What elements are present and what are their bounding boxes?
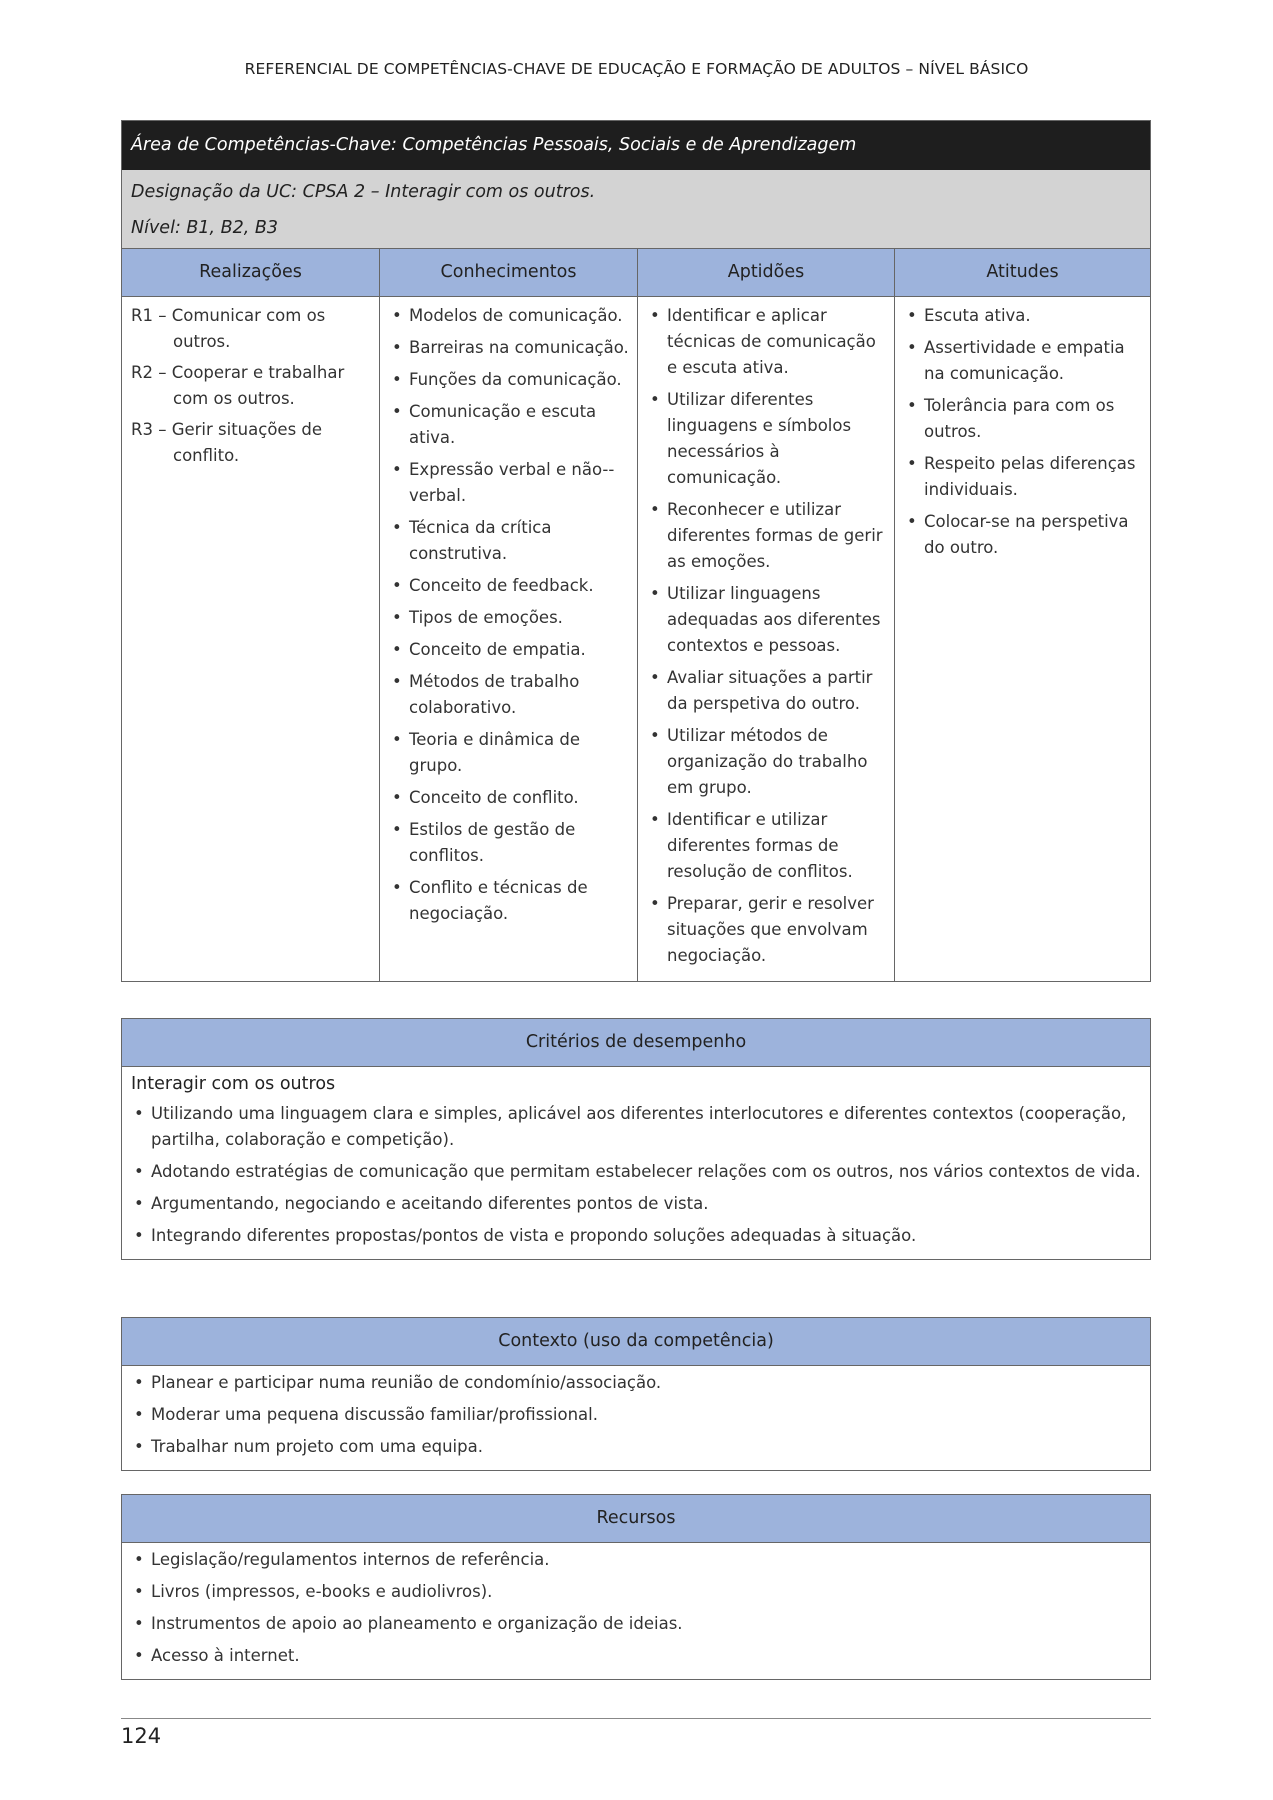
aptidao-item: • Utilizar métodos de organização do trabalho em grupo. bbox=[647, 723, 886, 801]
conhecimento-item: • Barreiras na comunicação. bbox=[389, 335, 629, 361]
aptidoes-cell bbox=[638, 297, 895, 981]
atitude-item: • Assertividade e empatia na comunicação. bbox=[904, 335, 1142, 387]
aptidao-item: • Utilizar diferentes linguagens e símbolos necessários à comunicação. bbox=[647, 387, 886, 491]
criterios-title: Critérios de desempenho bbox=[122, 1019, 1150, 1067]
running-header: REFERENCIAL DE COMPETÊNCIAS-CHAVE DE EDUCAÇÃO E FORMAÇÃO DE ADULTOS – NÍVEL BÁSICO bbox=[244, 60, 1029, 78]
footer-rule bbox=[121, 1718, 1151, 1719]
atitude-item: • Escuta ativa. bbox=[904, 303, 1142, 329]
conhecimento-item: • Métodos de trabalho colaborativo. bbox=[389, 669, 629, 721]
col-header-aptidoes: Aptidões bbox=[638, 249, 895, 297]
contexto-item: • Moderar uma pequena discussão familiar/profissional. bbox=[131, 1402, 1142, 1428]
criterio-item: • Utilizando uma linguagem clara e simples, aplicável aos diferentes interlocutores e diferentes contextos (cooperação, partilha, colaboração e competição). bbox=[131, 1101, 1142, 1153]
conhecimento-item: • Conceito de empatia. bbox=[389, 637, 629, 663]
nivel: Nível: B1, B2, B3 bbox=[131, 218, 279, 238]
conhecimento-item: • Conceito de feedback. bbox=[389, 573, 629, 599]
atitude-item: • Tolerância para com os outros. bbox=[904, 393, 1142, 445]
criterio-item: • Argumentando, negociando e aceitando diferentes pontos de vista. bbox=[131, 1191, 1142, 1217]
criterios-subtitle: Interagir com os outros bbox=[131, 1074, 336, 1094]
criterio-item: • Adotando estratégias de comunicação que permitam estabelecer relações com os outros, nos vários contextos de vida. bbox=[131, 1159, 1142, 1185]
realizacao-item: R1 – Comunicar com os outros. bbox=[131, 306, 326, 351]
contexto-item: • Trabalhar num projeto com uma equipa. bbox=[131, 1434, 1142, 1460]
uc-info bbox=[122, 170, 1150, 249]
atitudes-cell bbox=[895, 297, 1150, 981]
conhecimento-item: • Comunicação e escuta ativa. bbox=[389, 399, 629, 451]
realizacao-item: R2 – Cooperar e trabalhar com os outros. bbox=[131, 363, 345, 408]
recurso-item: • Legislação/regulamentos internos de referência. bbox=[131, 1547, 1142, 1573]
criterios-table bbox=[121, 1018, 1151, 1260]
criterio-item: • Integrando diferentes propostas/pontos de vista e propondo soluções adequadas à situação. bbox=[131, 1223, 1142, 1249]
col-header-realizacoes: Realizações bbox=[122, 249, 380, 297]
col-header-atitudes: Atitudes bbox=[895, 249, 1150, 297]
contexto-title: Contexto (uso da competência) bbox=[122, 1318, 1150, 1366]
conhecimento-item: • Estilos de gestão de conflitos. bbox=[389, 817, 629, 869]
atitude-item: • Colocar-se na perspetiva do outro. bbox=[904, 509, 1142, 561]
aptidao-item: • Preparar, gerir e resolver situações que envolvam negociação. bbox=[647, 891, 886, 969]
designacao: Designação da UC: CPSA 2 – Interagir com os outros. bbox=[131, 182, 596, 202]
recurso-item: • Acesso à internet. bbox=[131, 1643, 1142, 1669]
recursos-table bbox=[121, 1494, 1151, 1680]
recurso-item: • Livros (impressos, e-books e audiolivros). bbox=[131, 1579, 1142, 1605]
uc-table bbox=[121, 120, 1151, 982]
realizacao-item: R3 – Gerir situações de conflito. bbox=[131, 420, 323, 465]
conhecimento-item: • Funções da comunicação. bbox=[389, 367, 629, 393]
conhecimento-item: • Conceito de conflito. bbox=[389, 785, 629, 811]
aptidao-item: • Utilizar linguagens adequadas aos diferentes contextos e pessoas. bbox=[647, 581, 886, 659]
conhecimento-item: • Conflito e técnicas de negociação. bbox=[389, 875, 629, 927]
recursos-title: Recursos bbox=[122, 1495, 1150, 1543]
contexto-table bbox=[121, 1317, 1151, 1471]
atitude-item: • Respeito pelas diferenças individuais. bbox=[904, 451, 1142, 503]
conhecimento-item: • Teoria e dinâmica de grupo. bbox=[389, 727, 629, 779]
conhecimento-item: • Tipos de emoções. bbox=[389, 605, 629, 631]
conhecimento-item: • Modelos de comunicação. bbox=[389, 303, 629, 329]
recurso-item: • Instrumentos de apoio ao planeamento e organização de ideias. bbox=[131, 1611, 1142, 1637]
contexto-item: • Planear e participar numa reunião de condomínio/associação. bbox=[131, 1370, 1142, 1396]
aptidao-item: • Identificar e utilizar diferentes formas de resolução de conflitos. bbox=[647, 807, 886, 885]
area-title: Área de Competências-Chave: Competências Pessoais, Sociais e de Aprendizagem bbox=[122, 121, 1150, 170]
page-number: 124 bbox=[121, 1724, 162, 1748]
conhecimento-item: • Expressão verbal e não-verbal. bbox=[389, 457, 629, 509]
realizacoes-cell bbox=[122, 297, 380, 981]
conhecimentos-cell bbox=[380, 297, 638, 981]
aptidao-item: • Identificar e aplicar técnicas de comunicação e escuta ativa. bbox=[647, 303, 886, 381]
aptidao-item: • Avaliar situações a partir da perspetiva do outro. bbox=[647, 665, 886, 717]
conhecimento-item: • Técnica da crítica construtiva. bbox=[389, 515, 629, 567]
col-header-conhecimentos: Conhecimentos bbox=[380, 249, 638, 297]
aptidao-item: • Reconhecer e utilizar diferentes formas de gerir as emoções. bbox=[647, 497, 886, 575]
